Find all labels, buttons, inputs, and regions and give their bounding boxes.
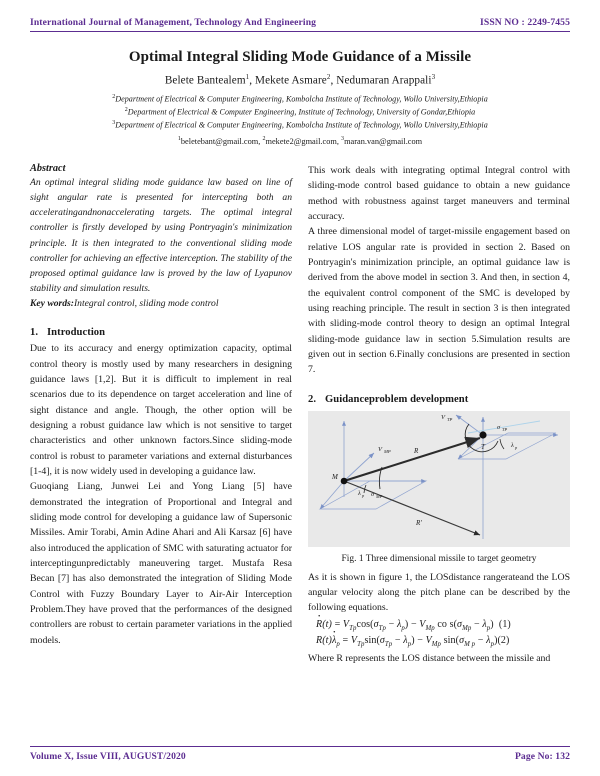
email-3-sup: 3: [341, 136, 345, 143]
affiliation-1-sup: 2: [112, 93, 116, 100]
right-paragraph-1: This work deals with integrating optimal Integral control with sliding-mode control based guidance to obtain a new guidance method with robustness against target maneuvers and terminal accuracy.: [308, 165, 570, 222]
missile-target-geometry-diagram: [308, 411, 570, 547]
figure-1-image: [308, 411, 570, 547]
affiliation-1-text: Department of Electrical & Computer Engineering, Kombolcha Institute of Technology, Wollo University,Ethiopia: [115, 94, 488, 104]
left-column: [30, 163, 292, 666]
two-column-body: [30, 163, 570, 666]
header-rule: [30, 31, 570, 32]
affiliation-3: [30, 119, 570, 132]
label-lambda-p-m-sub: p: [362, 492, 365, 498]
label-lambda-p-m: λ: [358, 489, 361, 497]
author-sep-1: ,: [249, 74, 256, 87]
equation-1-number: (1): [498, 618, 511, 630]
label-v-tp-sub: TP: [447, 416, 453, 422]
figure-1: [308, 411, 570, 564]
volume-issue-label: Volume X, Issue VIII, AUGUST/2020: [30, 751, 186, 762]
missile-point: [341, 477, 348, 484]
right-paragraph-2: A three dimensional model of target-missile engagement based on relative LOS angular rate is provided in section 2. Based on Pontryagin's minimization principle, an optimal guidance law is derived from the above model in section 3. And then, in section 4, the equivalent control component of the SMC is developed by using reaching principle. The result in section 3 is then integrated with sliding-mode control theory to design an optimal Integral sliding-mode guidance law in section 5.Simulation results are given out in section 6.Finally conclusions are presented in section 7.: [308, 226, 570, 376]
label-missile: M: [332, 472, 338, 481]
section-2-paragraph-after-eq: Where R represents the LOS distance between the missile and: [308, 652, 551, 664]
label-v-mp-sub: MP: [384, 448, 391, 454]
label-lambda-p-t: λ: [511, 441, 514, 449]
email-1-sup: 1: [177, 136, 181, 143]
affiliation-3-text: Department of Electrical & Computer Engineering, Kombolcha Institute of Technology, Wollo University,Ethiopia: [115, 120, 488, 130]
running-head: [30, 0, 570, 28]
label-sigma-mp: σ: [371, 490, 375, 498]
email-2-sup: 2: [262, 136, 266, 143]
email-3[interactable]: maran.van@gmail.com: [344, 137, 423, 147]
author-1-sup: 1: [245, 73, 250, 81]
label-lambda-p-t-sub: p: [515, 444, 518, 450]
keywords-value: Integral control, sliding mode control: [73, 298, 219, 310]
section-1-title: Introduction: [47, 327, 106, 339]
journal-name: International Journal of Management, Technology And Engineering: [30, 17, 317, 28]
email-line: [30, 135, 570, 149]
email-2[interactable]: mekete2@gmail.com,: [265, 137, 339, 147]
section-1-paragraph-1: Due to its accuracy and energy optimization capacity, optimal control theory is mostly used by many researchers in designing guidance laws [1,2]. But it is difficult to implement in real scenarios due to its dependence on target acceleration and line of sight distance and angle. Though, the other option will be designing a robust guidance law which is not sensitive to target characteristics and other unknown factors.Since sliding-mode control is robust to parameter variations and external disturbances [1-4], it is now widely used in developing a guidance law.: [30, 343, 292, 478]
affiliation-2: [30, 106, 570, 119]
author-list: [30, 73, 570, 87]
label-sigma-tp-sub: TP: [502, 426, 508, 432]
affiliation-2-text: Department of Electrical & Computer Engineering, Institute of Technology, University of Gondar,Ethiopia: [127, 107, 476, 117]
affiliation-2-sup: 2: [124, 106, 128, 113]
affiliation-3-sup: 3: [112, 120, 116, 127]
paper-title: Optimal Integral Sliding Mode Guidance of a Missile: [128, 49, 472, 65]
right-column: [308, 163, 570, 666]
keywords-label: Key words:: [30, 298, 74, 310]
label-target: T: [481, 442, 485, 451]
issn-number: ISSN NO : 2249-7455: [480, 17, 570, 28]
author-2-sup: 2: [326, 73, 331, 81]
section-2-heading: [308, 394, 570, 405]
label-range-r: R: [414, 446, 419, 455]
abstract-text: An optimal integral sliding mode guidance law based on line of sight angular rate is presented for intercepting both an acceleratingandnonaccelerating targets. The optimal integral controller is firstly developed by using Pontryagin's minimization principle. It is then integrated to the conventional sliding mode controller for achieving an effective interception. The stability of the proposed optimal guidance law is proved by the law of Lyapunov stability and simulation results.: [30, 177, 292, 295]
keywords-line: [30, 296, 292, 311]
page-number-label: Page No: 132: [514, 751, 570, 762]
author-3-sup: 3: [431, 73, 436, 81]
section-2-title: Guidanceproblem development: [325, 393, 469, 405]
email-1[interactable]: beletebant@gmail.com,: [180, 137, 261, 147]
author-sep-2: ,: [330, 74, 337, 87]
author-3-name: Nedumaran Arappali: [336, 74, 432, 87]
section-2-paragraph: As it is shown in figure 1, the LOSdistance rangerateand the LOS angular velocity along the pitch plane can be described by the following equations.: [308, 571, 570, 614]
abstract-heading: Abstract: [30, 163, 66, 175]
section-1-heading: [30, 327, 292, 338]
label-v-mp: V: [378, 445, 383, 453]
page-footer: [30, 746, 570, 762]
label-range-r-prime: R': [416, 518, 422, 527]
equation-1: $R \cdot(t) = V_{Tp}\cos(\sigma_{Tp} - \lambda_p) - V_{Mp}$ co $s(\sigma_{Mp} - \lambda_p)$ (1): [316, 619, 570, 632]
section-1-paragraph-2: Guoqiang Liang, Junwei Lei and Yong Liang [5] have demonstrated the integration of Proportional and Integral and sliding mode control for developing a guidance law of Supersonic Missiles. Amir Torabi, Amin Adine Ahari and Ali Karsaz [6] have also introduced the application of SMC with saturating actuator for interceptingunpredictably maneuvering target. Mustafa Resa Becan [7] has also demonstrated the integration of Sliding Mode Control with Fuzzy Boundary Layer to Air-Air Interception Problem.They have proved that the performances of the designed controllers are robust to certain parameter variations in the applied models.: [30, 481, 292, 646]
author-1-name: Belete Bantealem: [164, 74, 246, 87]
label-sigma-mp-sub: MP: [376, 493, 383, 499]
target-point: [479, 431, 486, 438]
footer-rule: [30, 746, 570, 747]
figure-1-caption: Fig. 1 Three dimensional missile to target geometry: [341, 553, 537, 564]
section-1-number: 1.: [30, 327, 39, 339]
equation-2-number: (2): [497, 634, 510, 646]
footer-row: [30, 751, 570, 762]
affiliation-block: [30, 93, 570, 149]
equation-2: $R(t)\lambda \cdot_p = V_{Tp}\sin(\sigma_{Tp} - \lambda_p) - V_{Mp}$ $\sin(\sigma_{M p} - \lambda_p)(2)$: [316, 635, 570, 648]
author-2-name: Mekete Asmare: [255, 74, 327, 87]
label-v-tp: V: [441, 413, 446, 421]
affiliation-1: [30, 93, 570, 106]
section-2-number: 2.: [308, 393, 317, 405]
label-sigma-tp: σ: [497, 423, 501, 431]
